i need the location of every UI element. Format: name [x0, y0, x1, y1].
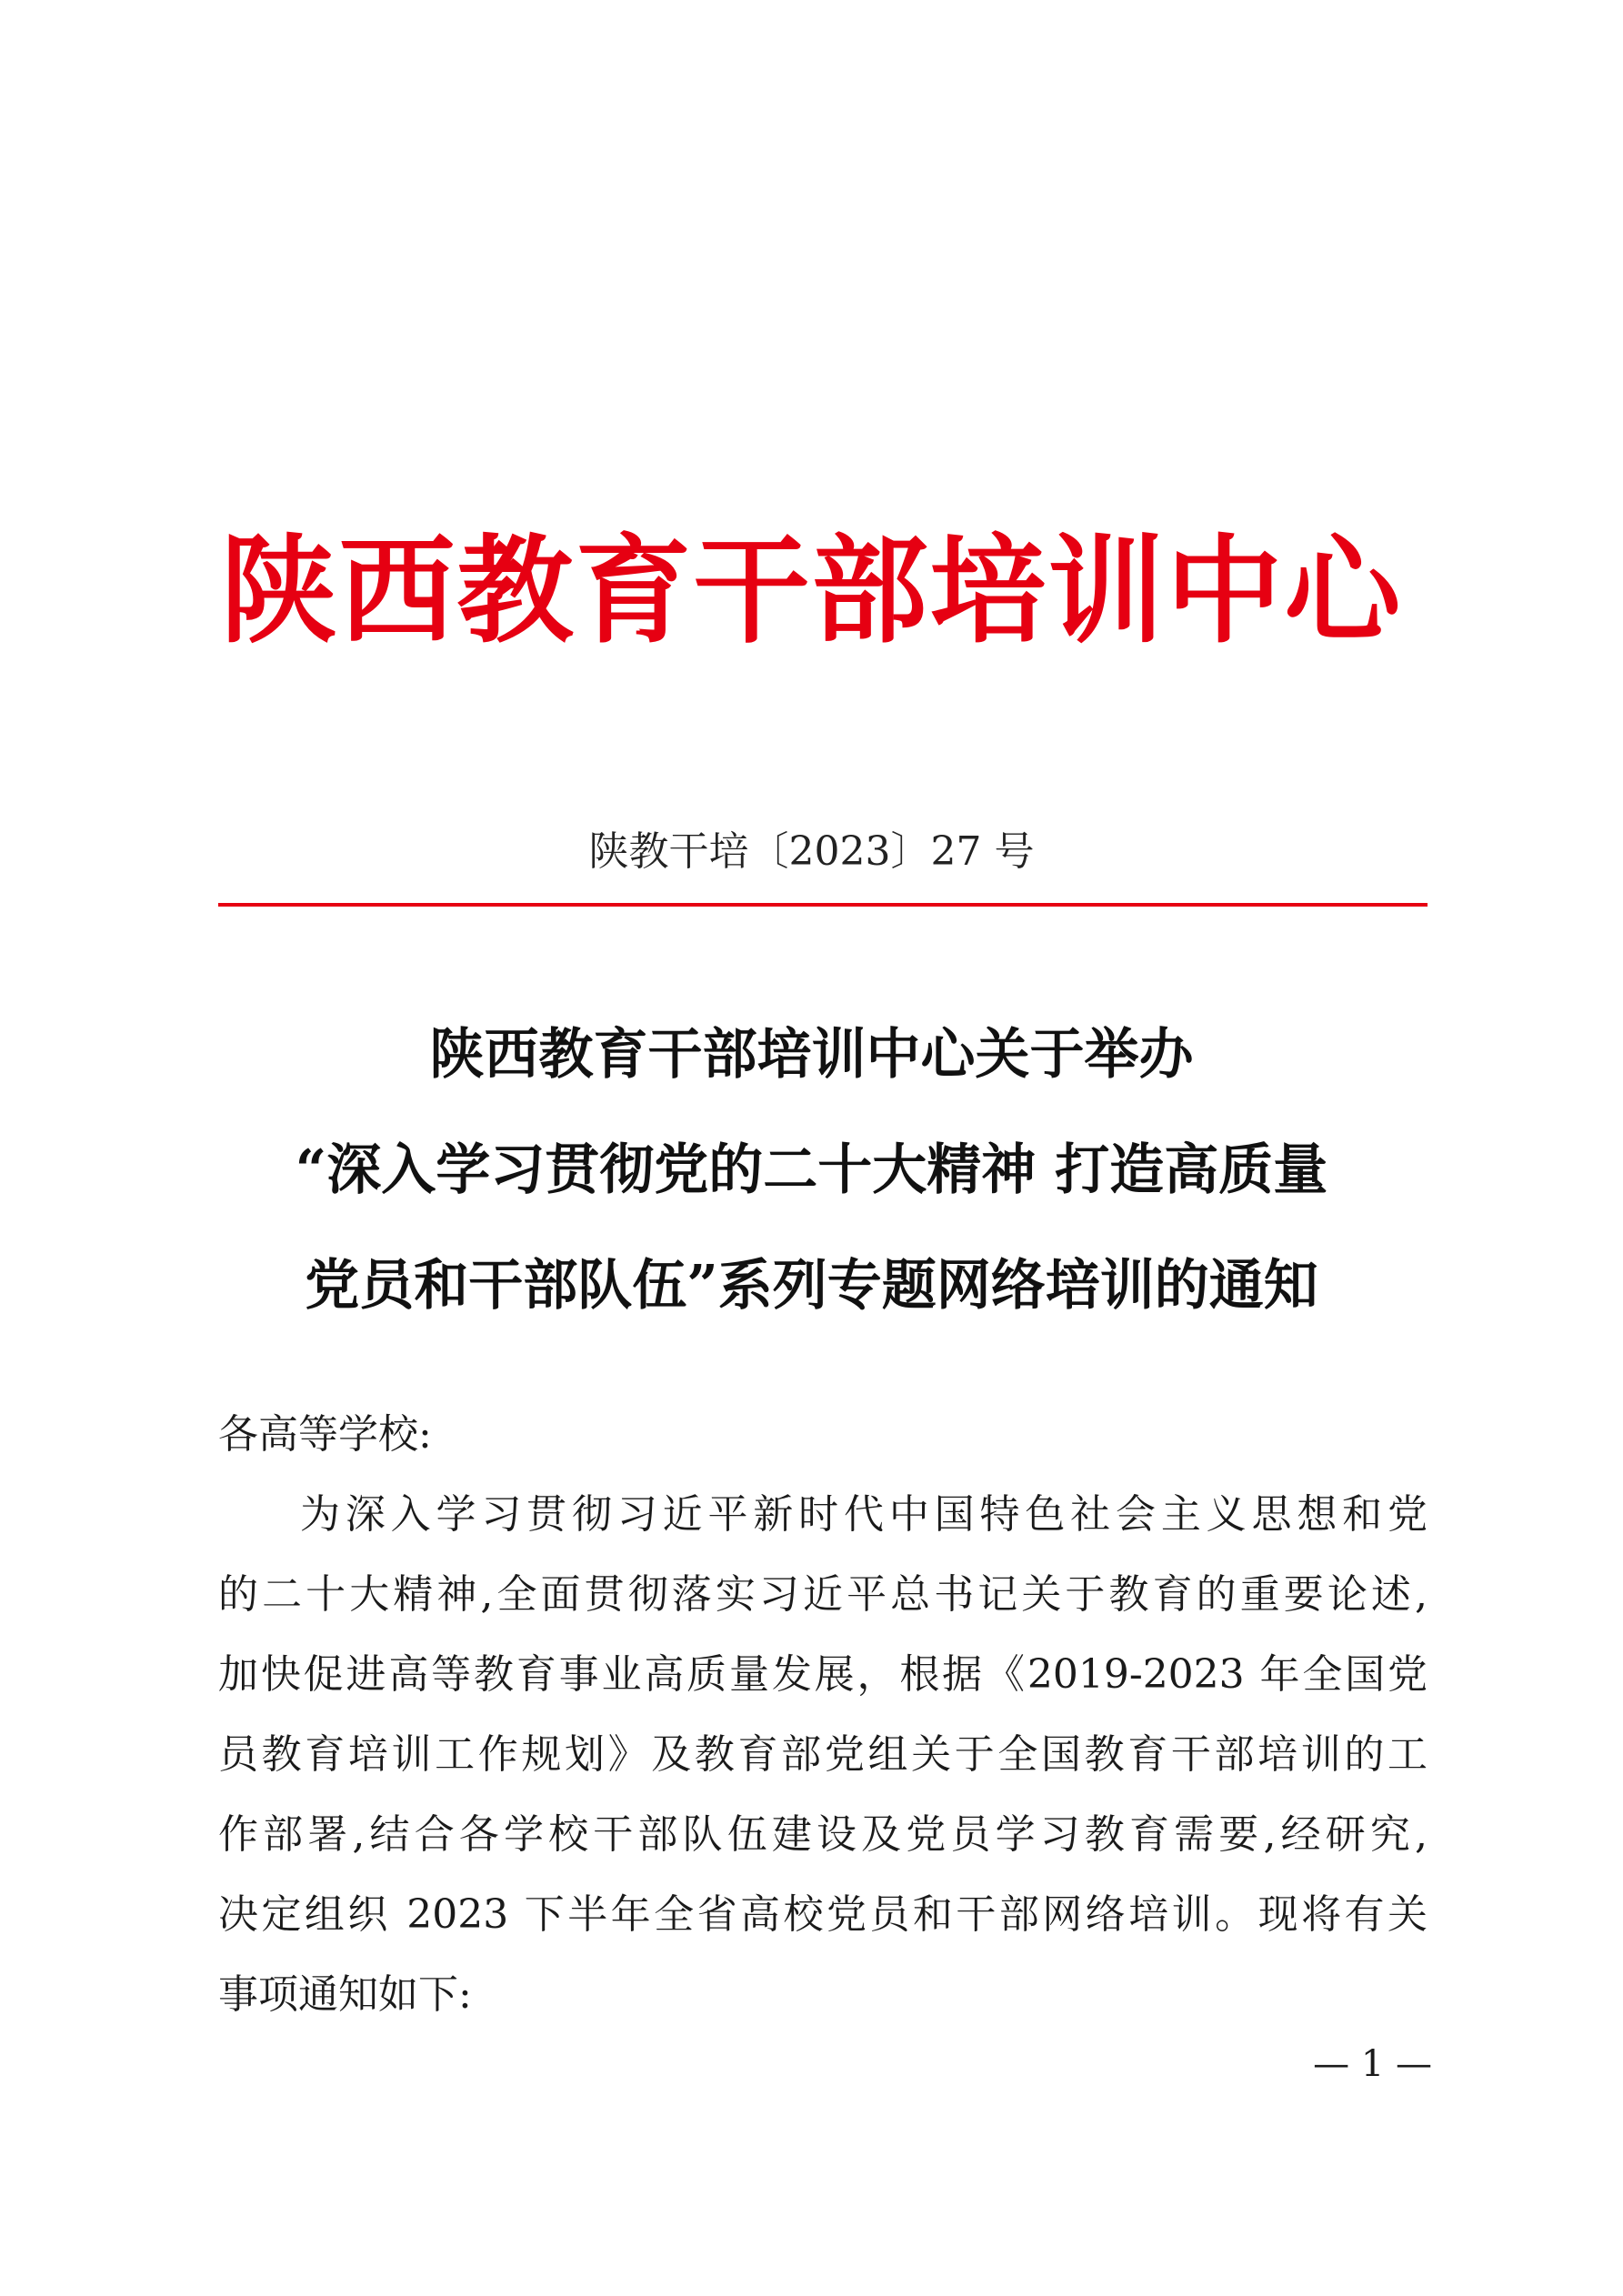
body-paragraph-line: 决定组织 2023 下半年全省高校党员和干部网络培训。现将有关 [218, 1891, 1428, 1938]
body-paragraph-line: 作部署,结合各学校干部队伍建设及党员学习教育需要,经研究, [218, 1811, 1428, 1858]
body-paragraph-line: 加快促进高等教育事业高质量发展，根据《2019-2023 年全国党 [218, 1651, 1428, 1698]
salutation: 各高等学校: [218, 1411, 432, 1458]
notice-title-line-1: 陕西教育干部培训中心关于举办 [429, 1023, 1194, 1087]
red-separator-rule [218, 903, 1428, 907]
body-paragraph-line: 员教育培训工作规划》及教育部党组关于全国教育干部培训的工 [218, 1731, 1428, 1778]
page-number: — 1 — [1313, 2043, 1432, 2085]
document-number: 陕教干培〔2023〕27 号 [588, 828, 1035, 875]
masthead-organization-name: 陕西教育干部培训中心 [220, 523, 1403, 659]
notice-title-line-3: 党员和干部队伍”系列专题网络培训的通知 [305, 1254, 1318, 1318]
notice-title-line-2: “深入学习贯彻党的二十大精神 打造高质量 [295, 1138, 1328, 1202]
body-paragraph-line: 为深入学习贯彻习近平新时代中国特色社会主义思想和党 [300, 1491, 1428, 1538]
body-paragraph-line: 的二十大精神,全面贯彻落实习近平总书记关于教育的重要论述, [218, 1571, 1428, 1618]
body-paragraph-line: 事项通知如下: [218, 1971, 472, 2018]
